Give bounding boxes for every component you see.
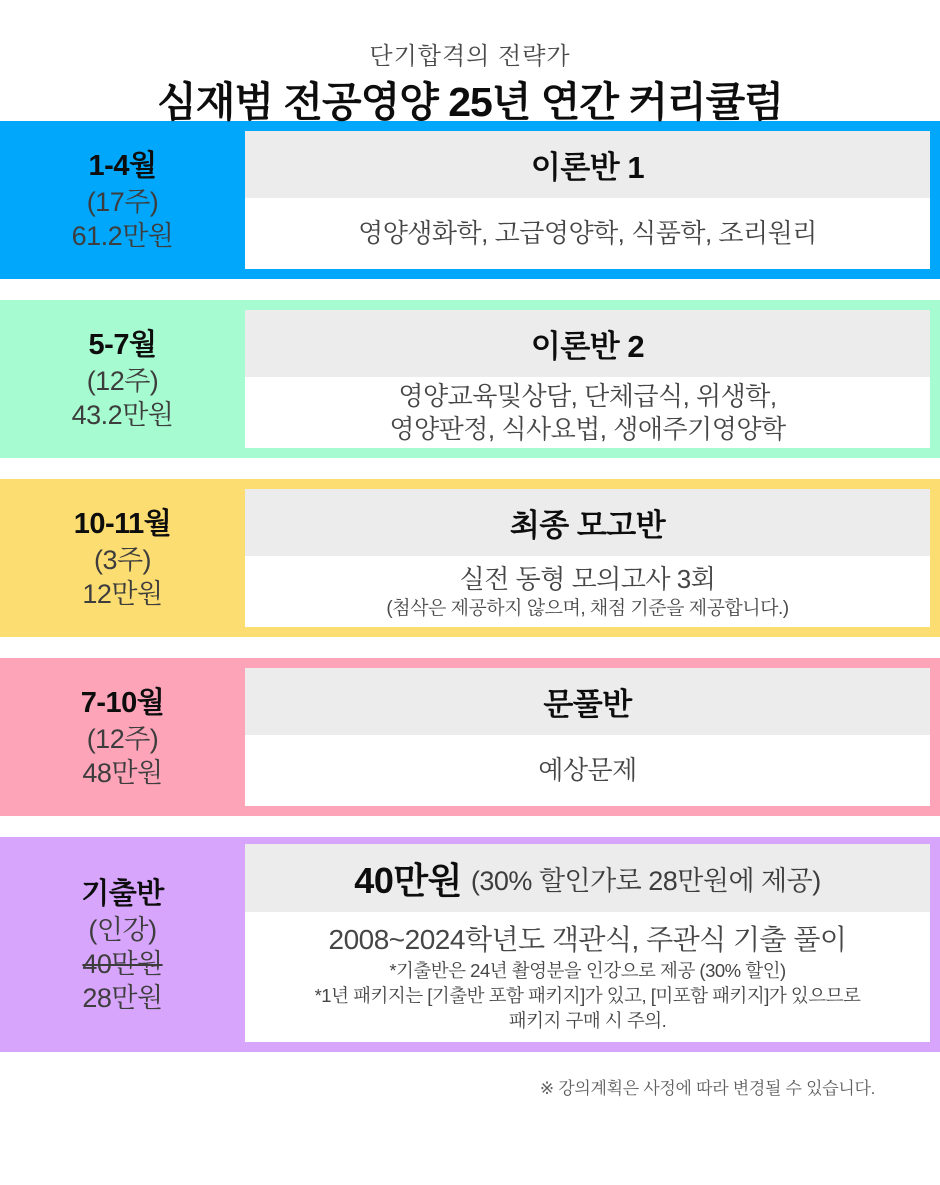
price-label: 61.2만원 <box>71 221 174 251</box>
footer <box>0 1074 940 1099</box>
course-title: 이론반 1 <box>245 131 930 198</box>
original-price-label: 40만원 <box>82 948 163 979</box>
subject-line: 영양판정, 식사요법, 생애주기영양학 <box>389 413 786 444</box>
subject-line: 실전 동형 모의고사 3회 <box>459 563 716 594</box>
subject-line: 예상문제 <box>538 755 637 785</box>
course-card <box>245 310 930 448</box>
discount-note-label: (30% 할인가로 28만원에 제공) <box>470 865 821 896</box>
period-label: 5-7월 <box>88 329 157 361</box>
recording-note: *기출반은 24년 촬영분을 인강으로 제공 (30% 할인) <box>389 959 786 981</box>
discounted-price-label: 28만원 <box>82 982 163 1013</box>
band-final-mock-schedule <box>0 479 245 637</box>
period-label: 1-4월 <box>88 150 157 182</box>
period-label: 10-11월 <box>73 508 172 540</box>
exam-range-line: 2008~2024학년도 객관식, 주관식 기출 풀이 <box>328 923 847 955</box>
course-card <box>245 131 930 269</box>
band-problem-solving <box>0 658 940 816</box>
band-theory-1 <box>0 121 940 279</box>
band-theory-2-schedule <box>0 300 245 458</box>
band-past-exam <box>0 837 940 1052</box>
course-subjects <box>245 377 930 448</box>
weeks-label: (3주) <box>93 545 152 575</box>
page-subtitle: 단기합격의 전략가 <box>369 43 571 70</box>
package-note-2: 패키지 구매 시 주의. <box>508 1009 667 1031</box>
header <box>0 0 940 125</box>
period-label: 기출반 <box>81 877 164 910</box>
price-label: 12만원 <box>82 579 163 609</box>
price-label: 48만원 <box>82 758 163 788</box>
course-subjects <box>245 735 930 806</box>
course-card <box>245 489 930 627</box>
delivery-label: (인강) <box>88 914 157 945</box>
package-note-1: *1년 패키지는 [기출반 포함 패키지]가 있고, [미포함 패키지]가 있으므로 <box>314 984 861 1006</box>
price-label: 43.2만원 <box>71 400 174 430</box>
band-past-exam-schedule <box>0 837 245 1052</box>
band-problem-solving-schedule <box>0 658 245 816</box>
subject-line: 영양교육및상담, 단체급식, 위생학, <box>398 380 777 411</box>
band-final-mock <box>0 479 940 637</box>
course-subjects <box>245 556 930 627</box>
page-title: 심재범 전공영양 25년 연간 커리큘럼 <box>157 79 783 125</box>
subject-line: 영양생화학, 고급영양학, 식품학, 조리원리 <box>358 218 817 248</box>
price-big-label: 40만원 <box>354 859 462 901</box>
course-card <box>245 668 930 806</box>
course-details <box>245 912 930 1042</box>
course-subjects <box>245 198 930 269</box>
course-price-header <box>245 844 930 912</box>
weeks-label: (17주) <box>86 187 159 217</box>
period-label: 7-10월 <box>80 687 165 719</box>
course-title: 문풀반 <box>245 668 930 735</box>
weeks-label: (12주) <box>86 724 159 754</box>
course-title: 최종 모고반 <box>245 489 930 556</box>
course-card <box>245 844 930 1042</box>
grading-note: (첨삭은 제공하지 않으며, 채점 기준을 제공합니다.) <box>386 597 789 619</box>
course-title: 이론반 2 <box>245 310 930 377</box>
disclaimer-note: ※ 강의계획은 사정에 따라 변경될 수 있습니다. <box>539 1079 875 1098</box>
weeks-label: (12주) <box>86 366 159 396</box>
band-theory-2 <box>0 300 940 458</box>
band-theory-1-schedule <box>0 121 245 279</box>
